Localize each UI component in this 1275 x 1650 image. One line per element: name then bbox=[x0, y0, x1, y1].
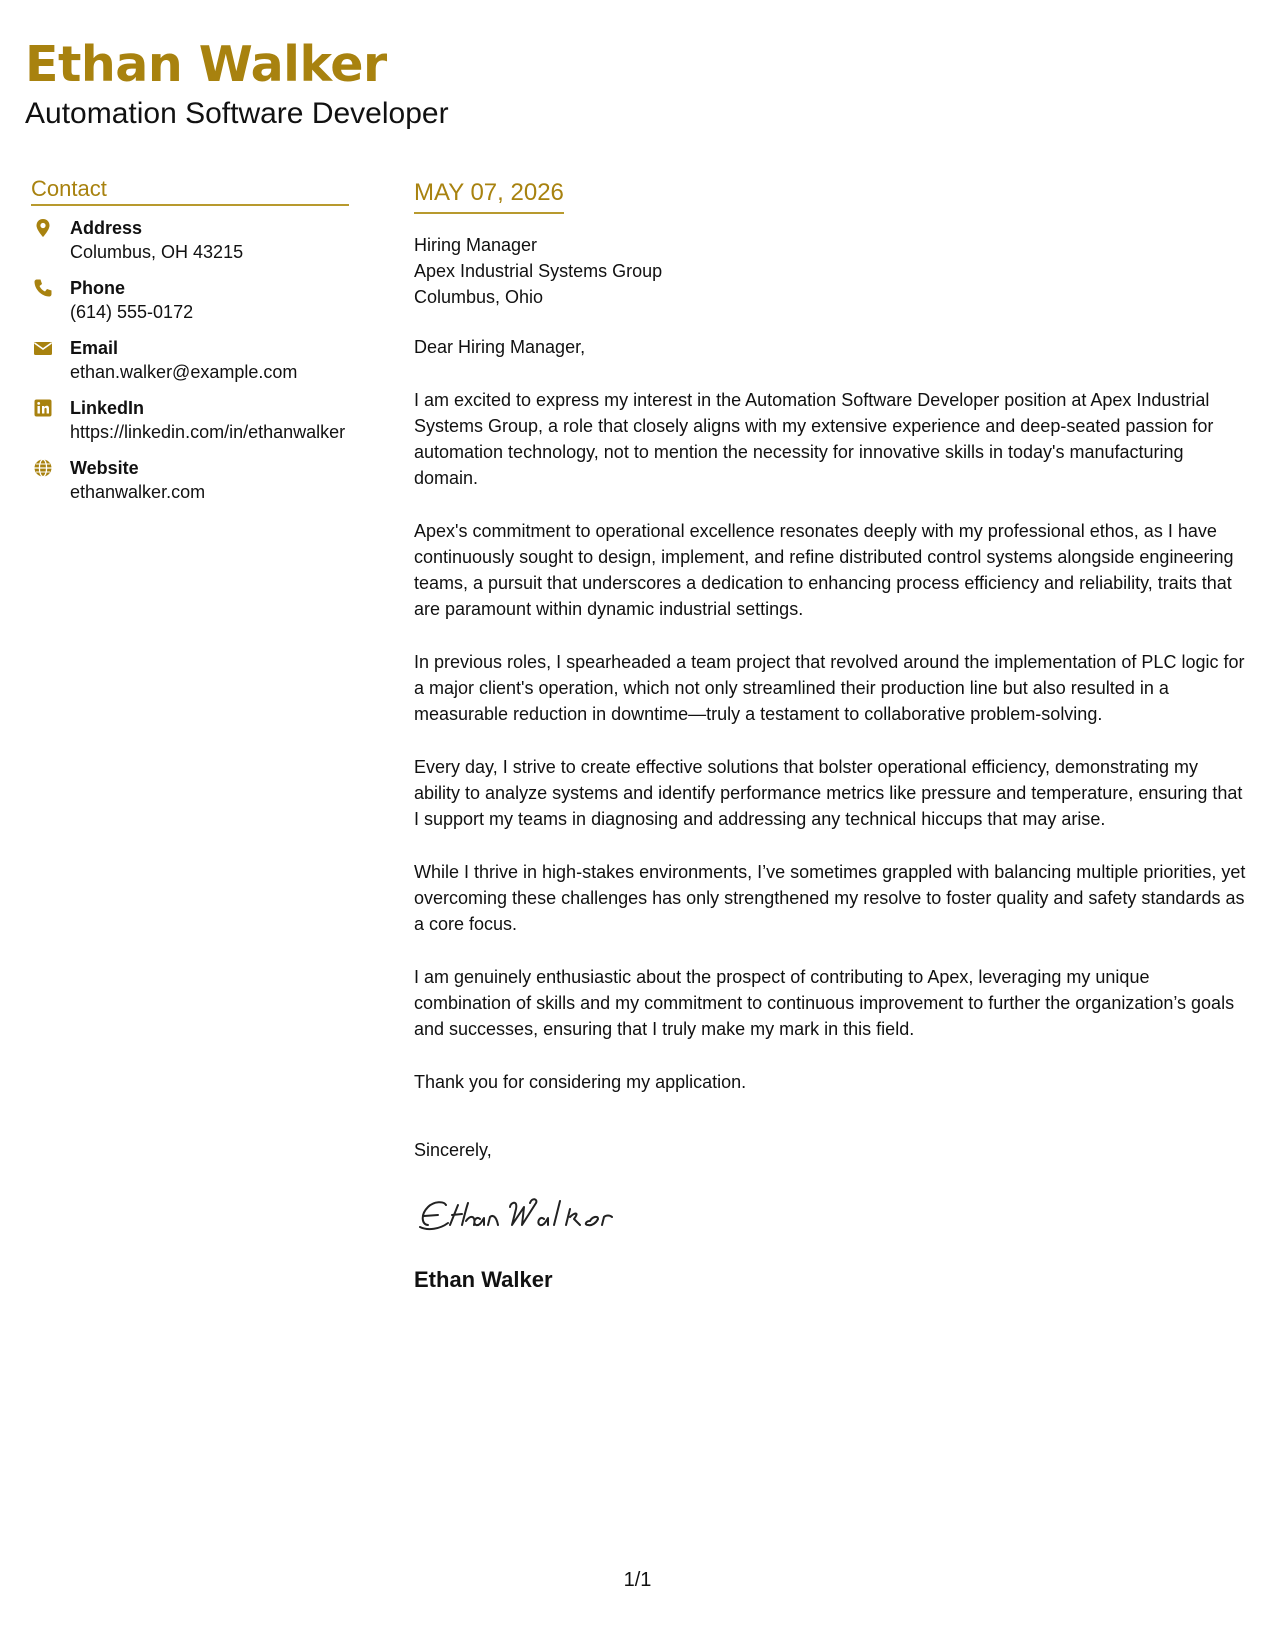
letter-date: MAY 07, 2026 bbox=[414, 176, 564, 214]
letter-paragraph: While I thrive in high-stakes environments, I’ve sometimes grappled with balancing multiple priorities, yet overcoming these challenges has only strengthened my resolve to foster quality and safety standards as a core focus. bbox=[414, 862, 1246, 934]
map-pin-icon bbox=[33, 218, 53, 238]
applicant-name: Ethan Walker bbox=[25, 36, 387, 93]
contact-label: LinkedIn bbox=[70, 398, 145, 418]
contact-label: Website bbox=[70, 458, 139, 478]
recipient-line: Apex Industrial Systems Group bbox=[414, 261, 663, 281]
envelope-icon bbox=[33, 338, 53, 358]
page-number: 1/1 bbox=[623, 1569, 652, 1591]
contact-heading: Contact bbox=[31, 174, 349, 206]
contact-label: Email bbox=[70, 338, 119, 358]
contact-item-email bbox=[31, 336, 349, 384]
letter-paragraph: Apex's commitment to operational excellence resonates deeply with my professional ethos, as I have continuously sought to design, implement, and refine distributed control systems alongside engineering teams, a pursuit that underscores a dedication to enhancing process efficiency and reliability, traits that are paramount within dynamic industrial settings. bbox=[414, 521, 1234, 619]
contact-label: Address bbox=[70, 218, 143, 238]
job-title: Automation Software Developer bbox=[25, 97, 449, 130]
letter-paragraph: I am genuinely enthusiastic about the prospect of contributing to Apex, leveraging my unique combination of skills and my commitment to continuous improvement to further the organization’s goals and successes, ensuring that I truly make my mark in this field. bbox=[414, 967, 1235, 1039]
letter-paragraph: Every day, I strive to create effective solutions that bolster operational efficiency, demonstrating my ability to analyze systems and identify performance metrics like pressure and temperature, ensuring that I support my teams in diagnosing and addressing any technical hiccups that may arise. bbox=[414, 757, 1243, 829]
contact-label: Phone bbox=[70, 278, 126, 298]
contact-item-phone bbox=[31, 276, 349, 324]
contact-value: ethan.walker@example.com bbox=[70, 362, 298, 382]
closing: Sincerely, bbox=[414, 1140, 492, 1160]
recipient-line: Columbus, Ohio bbox=[414, 287, 544, 307]
contact-value: ethanwalker.com bbox=[70, 482, 206, 502]
letter-paragraph: In previous roles, I spearheaded a team project that revolved around the implementation of PLC logic for a major client's operation, which not only streamlined their production line but also resulted in a measurable reduction in downtime—truly a testament to collaborative problem-solving. bbox=[414, 652, 1245, 724]
letter-body bbox=[414, 176, 1249, 1294]
contact-list bbox=[31, 216, 349, 504]
handwritten-signature bbox=[414, 1185, 654, 1245]
header bbox=[25, 34, 449, 132]
letter-paragraph: I am excited to express my interest in the Automation Software Developer position at Apex Industrial Systems Group, a role that closely aligns with my extensive experience and deep-seated passion for automation technology, not to mention the necessity for innovative skills in today's manufacturing domain. bbox=[414, 390, 1214, 488]
salutation: Dear Hiring Manager, bbox=[414, 337, 586, 357]
contact-sidebar bbox=[31, 174, 349, 516]
contact-value: https://linkedin.com/in/ethanwalker bbox=[70, 422, 346, 442]
recipient-block bbox=[414, 232, 1249, 310]
phone-icon bbox=[33, 278, 53, 298]
letter-paragraph: Thank you for considering my application. bbox=[414, 1072, 747, 1092]
linkedin-icon bbox=[33, 398, 53, 418]
contact-item-address bbox=[31, 216, 349, 264]
globe-icon bbox=[33, 458, 53, 478]
signed-name: Ethan Walker bbox=[414, 1267, 553, 1292]
recipient-line: Hiring Manager bbox=[414, 235, 538, 255]
contact-item-website bbox=[31, 456, 349, 504]
contact-value: (614) 555-0172 bbox=[70, 302, 194, 322]
contact-item-linkedin bbox=[31, 396, 349, 444]
contact-value: Columbus, OH 43215 bbox=[70, 242, 244, 262]
